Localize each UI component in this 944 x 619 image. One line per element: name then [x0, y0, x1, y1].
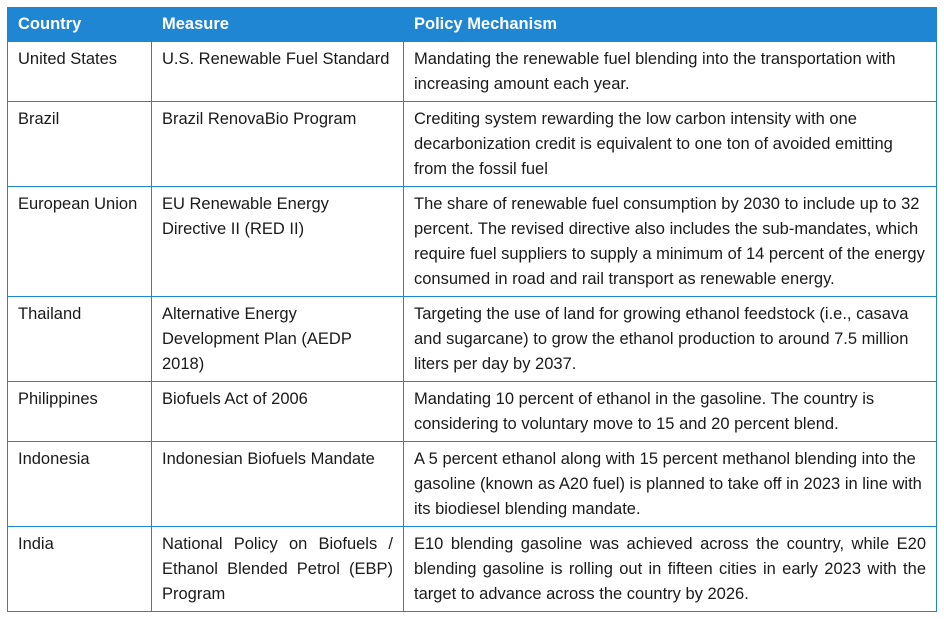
cell-mechanism: Mandating the renewable fuel blending into the transportation with increasing amount each year.: [404, 42, 937, 102]
cell-country: United States: [8, 42, 152, 102]
cell-measure: Alternative Energy Development Plan (AEDP 2018): [152, 297, 404, 382]
cell-country: European Union: [8, 187, 152, 297]
table-row-philippines: [8, 382, 937, 442]
cell-country: Brazil: [8, 102, 152, 187]
header-policy-mechanism: Policy Mechanism: [404, 8, 937, 42]
cell-mechanism: Targeting the use of land for growing ethanol feedstock (i.e., casava and sugarcane) to grow the ethanol production to around 7.5 million liters per day by 2037.: [404, 297, 937, 382]
policy-table-container: [7, 7, 936, 612]
cell-country: India: [8, 527, 152, 612]
table-row-united-states: [8, 42, 937, 102]
cell-measure: Indonesian Biofuels Mandate: [152, 442, 404, 527]
biofuel-policy-table: [7, 7, 937, 612]
cell-measure: Biofuels Act of 2006: [152, 382, 404, 442]
cell-mechanism: E10 blending gasoline was achieved across the country, while E20 blending gasoline is rolling out in fifteen cities in early 2023 with the target to advance across the country by 2026.: [404, 527, 937, 612]
table-row-european-union: [8, 187, 937, 297]
cell-mechanism: Crediting system rewarding the low carbon intensity with one decarbonization credit is equivalent to one ton of avoided emitting from the fossil fuel: [404, 102, 937, 187]
table-row-thailand: [8, 297, 937, 382]
table-row-indonesia: [8, 442, 937, 527]
table-header-row: [8, 8, 937, 42]
cell-measure: Brazil RenovaBio Program: [152, 102, 404, 187]
cell-mechanism: The share of renewable fuel consumption by 2030 to include up to 32 percent. The revised directive also includes the sub-mandates, which require fuel suppliers to supply a minimum of 14 percent of the energy consumed in road and rail transport as renewable energy.: [404, 187, 937, 297]
cell-country: Thailand: [8, 297, 152, 382]
cell-country: Philippines: [8, 382, 152, 442]
header-measure: Measure: [152, 8, 404, 42]
cell-measure: National Policy on Biofuels / Ethanol Blended Petrol (EBP) Program: [152, 527, 404, 612]
cell-mechanism: Mandating 10 percent of ethanol in the gasoline. The country is considering to voluntary move to 15 and 20 percent blend.: [404, 382, 937, 442]
table-row-brazil: [8, 102, 937, 187]
cell-measure: EU Renewable Energy Directive II (RED II): [152, 187, 404, 297]
cell-mechanism: A 5 percent ethanol along with 15 percent methanol blending into the gasoline (known as A20 fuel) is planned to take off in 2023 in line with its biodiesel blending mandate.: [404, 442, 937, 527]
header-country: Country: [8, 8, 152, 42]
table-row-india: [8, 527, 937, 612]
cell-measure: U.S. Renewable Fuel Standard: [152, 42, 404, 102]
cell-country: Indonesia: [8, 442, 152, 527]
